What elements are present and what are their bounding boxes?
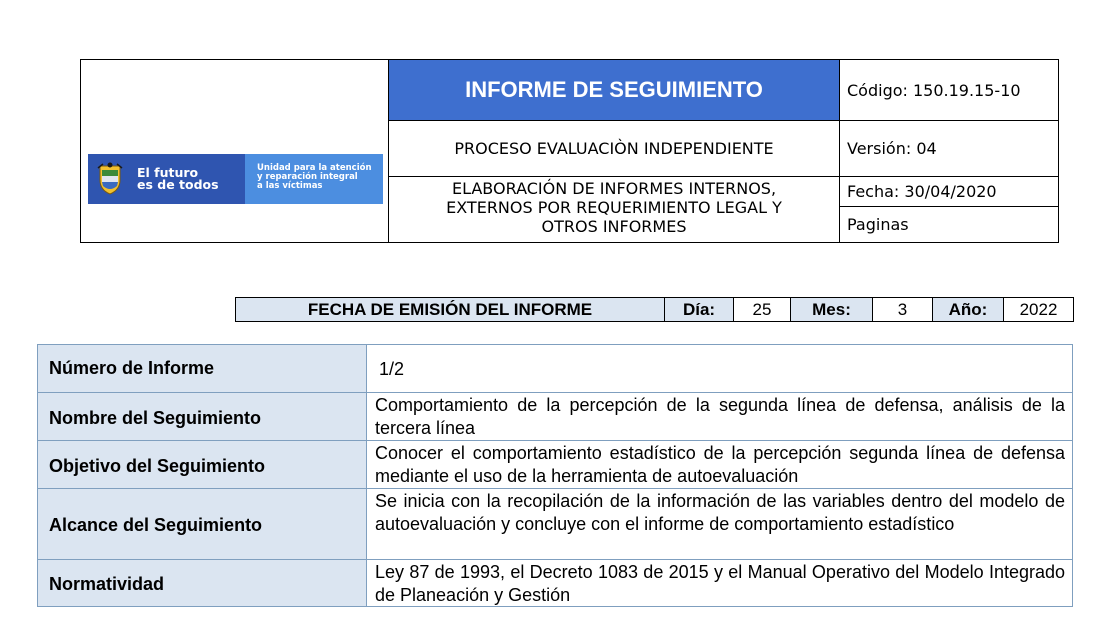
document-date: Fecha: 30/04/2020 [840, 176, 1058, 206]
report-details-table [37, 344, 1073, 607]
row-label-follow-up-name: Nombre del Seguimiento [38, 393, 367, 440]
elaboration-description [389, 176, 840, 242]
logo-slogan-block [88, 154, 245, 204]
document-code: Código: 150.19.15-10 [847, 80, 1021, 100]
row-value-scope: Se inicia con la recopilación de la información de las variables dentro del modelo de autoevaluación y concluye con el informe de comportamiento estadístico [375, 491, 1065, 534]
institution-logo [88, 154, 383, 204]
day-value: 25 [733, 298, 790, 321]
elaboration-line1: ELABORACIÓN DE INFORMES INTERNOS, [451, 179, 777, 198]
document-version: Versión: 04 [840, 120, 1058, 176]
elaboration-line2: EXTERNOS POR REQUERIMIENTO LEGAL Y [446, 198, 782, 217]
document-header [80, 59, 1059, 243]
logo-unit-block [245, 154, 383, 204]
report-title: INFORME DE SEGUIMIENTO [389, 60, 840, 120]
emission-label: FECHA DE EMISIÓN DEL INFORME [236, 298, 664, 321]
row-label-report-number: Número de Informe [38, 345, 367, 392]
logo-unit-line2: y reparación integral [257, 172, 358, 182]
coat-of-arms-icon [95, 162, 125, 196]
row-value-objective: Conocer el comportamiento estadístico de la percepción segunda línea de defensa mediante el uso de la herramienta de autoevaluación [375, 443, 1065, 486]
process-name: PROCESO EVALUACIÒN INDEPENDIENTE [389, 120, 840, 176]
row-label-scope: Alcance del Seguimiento [38, 489, 367, 559]
table-row [38, 345, 1072, 392]
year-label: Año: [932, 298, 1003, 321]
table-row [38, 559, 1072, 606]
table-row [38, 440, 1072, 488]
row-value-follow-up-name: Comportamiento de la percepción de la segunda línea de defensa, análisis de la tercera línea [375, 395, 1065, 438]
document-pages: Paginas [840, 206, 1058, 242]
day-label: Día: [664, 298, 733, 321]
row-value-report-number: 1/2 [379, 358, 405, 379]
row-label-objective: Objetivo del Seguimiento [38, 441, 367, 488]
row-value-regulations: Ley 87 de 1993, el Decreto 1083 de 2015 y el Manual Operativo del Modelo Integrado de Planeación y Gestión [375, 562, 1065, 605]
month-value: 3 [872, 298, 932, 321]
logo-slogan [137, 167, 219, 191]
table-row [38, 488, 1072, 559]
logo-slogan-line1: El futuro [137, 165, 199, 180]
elaboration-line3: OTROS INFORMES [541, 217, 687, 236]
logo-slogan-line2: es de todos [137, 177, 219, 192]
logo-cell [81, 60, 389, 242]
logo-unit-line1: Unidad para la atención [257, 163, 372, 173]
emission-date-row [235, 297, 1074, 322]
logo-unit-line3: a las víctimas [257, 181, 323, 191]
month-label: Mes: [790, 298, 872, 321]
table-row [38, 392, 1072, 440]
row-label-regulations: Normatividad [38, 560, 367, 606]
year-value: 2022 [1003, 298, 1073, 321]
